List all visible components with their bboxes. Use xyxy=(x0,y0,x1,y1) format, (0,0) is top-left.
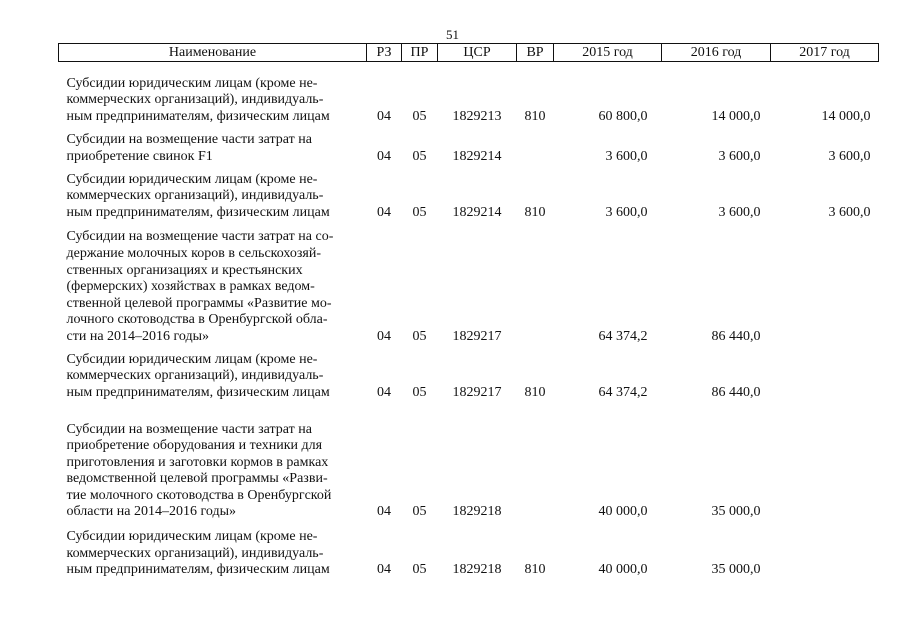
row-pr: 05 xyxy=(412,148,427,164)
row-2015: 64 374,2 xyxy=(598,328,648,344)
row-csr: 1829217 xyxy=(452,328,502,344)
row-name: Субсидии на возмещение части затрат на со- держание молочных коров в сельскохозяй- ственных организациях и крестьянских (фермерских) хозяйствах в рамках ведом- ственной целевой программы «Развитие мо- лочного скотоводства в Оренбургской обла- сти на 2014–2016 годы» xyxy=(66,229,334,344)
row-vr: 810 xyxy=(524,562,546,578)
row-pr: 05 xyxy=(412,328,427,344)
table-row xyxy=(59,222,879,346)
row-csr: 1829217 xyxy=(452,384,502,400)
table-row xyxy=(59,126,879,166)
row-2017: 14 000,0 xyxy=(821,108,871,124)
row-2016: 14 000,0 xyxy=(711,108,761,124)
table-header xyxy=(59,44,879,62)
row-csr: 1829218 xyxy=(452,504,502,520)
row-pr: 05 xyxy=(412,562,427,578)
row-rz: 04 xyxy=(377,108,391,124)
row-rz: 04 xyxy=(377,148,391,164)
row-csr: 1829218 xyxy=(452,562,502,578)
header-2015: 2015 год xyxy=(554,44,662,62)
row-name: Субсидии юридическим лицам (кроме не- коммерческих организаций), индивидуаль- ным предпринимателям, физическим лицам xyxy=(66,351,330,400)
page-number: 51 xyxy=(446,27,459,42)
table-row xyxy=(59,346,879,402)
row-2016: 3 600,0 xyxy=(718,204,761,220)
row-rz: 04 xyxy=(377,384,391,400)
row-csr: 1829214 xyxy=(452,148,502,164)
row-rz: 04 xyxy=(377,504,391,520)
row-name: Субсидии юридическим лицам (кроме не- коммерческих организаций), индивидуаль- ным предпринимателям, физическим лицам xyxy=(66,171,330,220)
row-2017: 3 600,0 xyxy=(828,204,871,220)
row-name: Субсидии на возмещение части затрат на приобретение оборудования и техники для приготовления и заготовки кормов в рамках ведомственной целевой программы «Разви- тие молочного скотоводства в Оренбургской области на 2014–2016 годы» xyxy=(66,421,332,520)
row-rz: 04 xyxy=(377,328,391,344)
row-2016: 35 000,0 xyxy=(711,562,761,578)
row-vr xyxy=(517,402,554,522)
row-vr: 810 xyxy=(524,204,546,220)
row-vr: 810 xyxy=(524,384,546,400)
row-2016: 3 600,0 xyxy=(718,148,761,164)
row-pr: 05 xyxy=(412,504,427,520)
table-row xyxy=(59,62,879,126)
header-2017: 2017 год xyxy=(771,44,879,62)
row-2016: 86 440,0 xyxy=(711,384,761,400)
row-vr xyxy=(517,126,554,166)
table-row xyxy=(59,402,879,522)
header-pr: ПР xyxy=(402,44,438,62)
budget-table xyxy=(58,43,879,579)
row-2015: 40 000,0 xyxy=(598,504,648,520)
row-csr: 1829214 xyxy=(452,204,502,220)
row-2015: 3 600,0 xyxy=(605,204,648,220)
row-2017 xyxy=(771,521,879,579)
row-name: Субсидии на возмещение части затрат на приобретение свинок F1 xyxy=(66,132,312,164)
table-body xyxy=(59,62,879,580)
row-pr: 05 xyxy=(412,204,427,220)
header-rz: РЗ xyxy=(367,44,402,62)
header-name: Наименование xyxy=(59,44,367,62)
header-row xyxy=(59,44,879,62)
row-2015: 40 000,0 xyxy=(598,562,648,578)
row-name: Субсидии юридическим лицам (кроме не- коммерческих организаций), индивидуаль- ным предпринимателям, физическим лицам xyxy=(66,75,330,124)
row-2017: 3 600,0 xyxy=(828,148,871,164)
table-row xyxy=(59,521,879,579)
row-2015: 60 800,0 xyxy=(598,108,648,124)
row-rz: 04 xyxy=(377,204,391,220)
row-csr: 1829213 xyxy=(452,108,502,124)
row-2015: 3 600,0 xyxy=(605,148,648,164)
row-2017 xyxy=(771,402,879,522)
row-pr: 05 xyxy=(412,384,427,400)
row-2015: 64 374,2 xyxy=(598,384,648,400)
header-csr: ЦСР xyxy=(438,44,517,62)
row-2017 xyxy=(771,222,879,346)
header-vr: ВР xyxy=(517,44,554,62)
row-name: Субсидии юридическим лицам (кроме не- коммерческих организаций), индивидуаль- ным предпринимателям, физическим лицам xyxy=(66,529,330,578)
row-vr xyxy=(517,222,554,346)
row-2016: 35 000,0 xyxy=(711,504,761,520)
row-2016: 86 440,0 xyxy=(711,328,761,344)
header-2016: 2016 год xyxy=(662,44,771,62)
row-vr: 810 xyxy=(524,108,546,124)
row-pr: 05 xyxy=(412,108,427,124)
table-row xyxy=(59,166,879,222)
row-2017 xyxy=(771,346,879,402)
row-rz: 04 xyxy=(377,562,391,578)
